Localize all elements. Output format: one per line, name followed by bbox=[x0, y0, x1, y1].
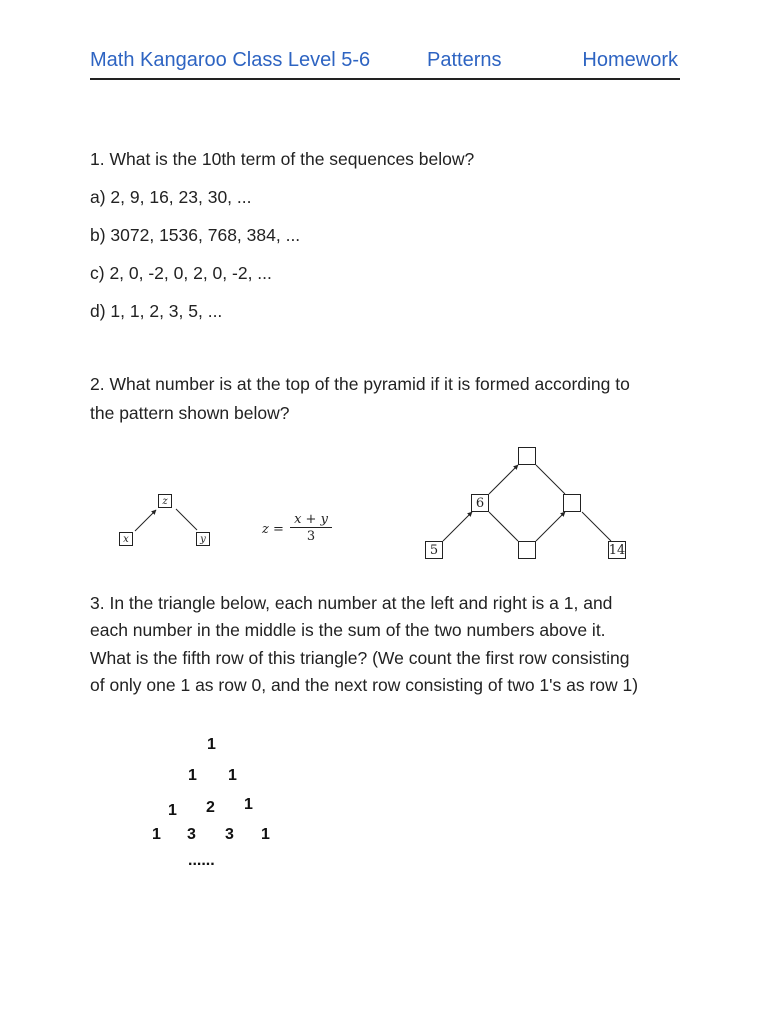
triangle-r2-c2: 1 bbox=[244, 796, 253, 813]
triangle-r1-c0: 1 bbox=[188, 767, 197, 784]
question-3-line-2: each number in the middle is the sum of the two numbers above it. bbox=[90, 620, 606, 640]
triangle-r1-c1: 1 bbox=[228, 767, 237, 784]
triangle-r3-c0: 1 bbox=[152, 826, 161, 843]
pyr-line-6 bbox=[582, 512, 611, 541]
topic-title: Patterns bbox=[427, 49, 502, 71]
pyr-line-3 bbox=[536, 465, 565, 494]
assignment-type: Homework bbox=[582, 49, 678, 71]
pyr-arrow-5 bbox=[536, 512, 565, 541]
q1-part-a: a) 2, 9, 16, 23, 30, ... bbox=[90, 187, 252, 207]
rule-box-x: x bbox=[119, 532, 133, 546]
pyramid-bottom-middle-box bbox=[518, 541, 536, 559]
pyramid-bottom-left-box: 5 bbox=[425, 541, 443, 559]
triangle-ellipsis: ...... bbox=[188, 852, 215, 869]
question-3-line-4: of only one 1 as row 0, and the next row consisting of two 1's as row 1) bbox=[90, 675, 639, 695]
question-1: 1. What is the 10th term of the sequences below? bbox=[90, 149, 475, 169]
triangle-r3-c2: 3 bbox=[225, 826, 234, 843]
rule-line-right bbox=[176, 509, 197, 530]
rule-box-z: z bbox=[158, 494, 172, 508]
pyramid-middle-right-box bbox=[563, 494, 581, 512]
q1-part-b: b) 3072, 1536, 768, 384, ... bbox=[90, 225, 301, 245]
question-3-line-3: What is the fifth row of this triangle? (We count the first row consisting bbox=[90, 648, 630, 668]
question-3-line-1: 3. In the triangle below, each number at the left and right is a 1, and bbox=[90, 593, 613, 613]
triangle-r2-c0: 1 bbox=[168, 802, 177, 819]
rule-box-y: y bbox=[196, 532, 210, 546]
rule-arrow-left bbox=[135, 510, 156, 531]
formula-numerator: x + y bbox=[290, 512, 332, 528]
question-2-line-1: 2. What number is at the top of the pyramid if it is formed according to bbox=[90, 374, 630, 394]
question-2-line-2: the pattern shown below? bbox=[90, 403, 290, 423]
pyr-arrow-1 bbox=[443, 512, 472, 541]
pyramid-top-box bbox=[518, 447, 536, 465]
q1-part-c: c) 2, 0, -2, 0, 2, 0, -2, ... bbox=[90, 263, 272, 283]
triangle-r3-c3: 1 bbox=[261, 826, 270, 843]
pyr-line-4 bbox=[489, 512, 518, 541]
triangle-r0-c0: 1 bbox=[207, 736, 216, 753]
q1-part-d: d) 1, 1, 2, 3, 5, ... bbox=[90, 301, 223, 321]
pyramid-middle-left-box: 6 bbox=[471, 494, 489, 512]
course-title: Math Kangaroo Class Level 5-6 bbox=[90, 49, 371, 71]
triangle-r2-c1: 2 bbox=[206, 799, 215, 816]
formula-lhs: z = bbox=[262, 522, 284, 537]
pyr-arrow-2 bbox=[489, 465, 518, 494]
pyramid-bottom-right-box: 14 bbox=[608, 542, 626, 558]
triangle-r3-c1: 3 bbox=[187, 826, 196, 843]
formula-denominator: 3 bbox=[306, 529, 316, 544]
